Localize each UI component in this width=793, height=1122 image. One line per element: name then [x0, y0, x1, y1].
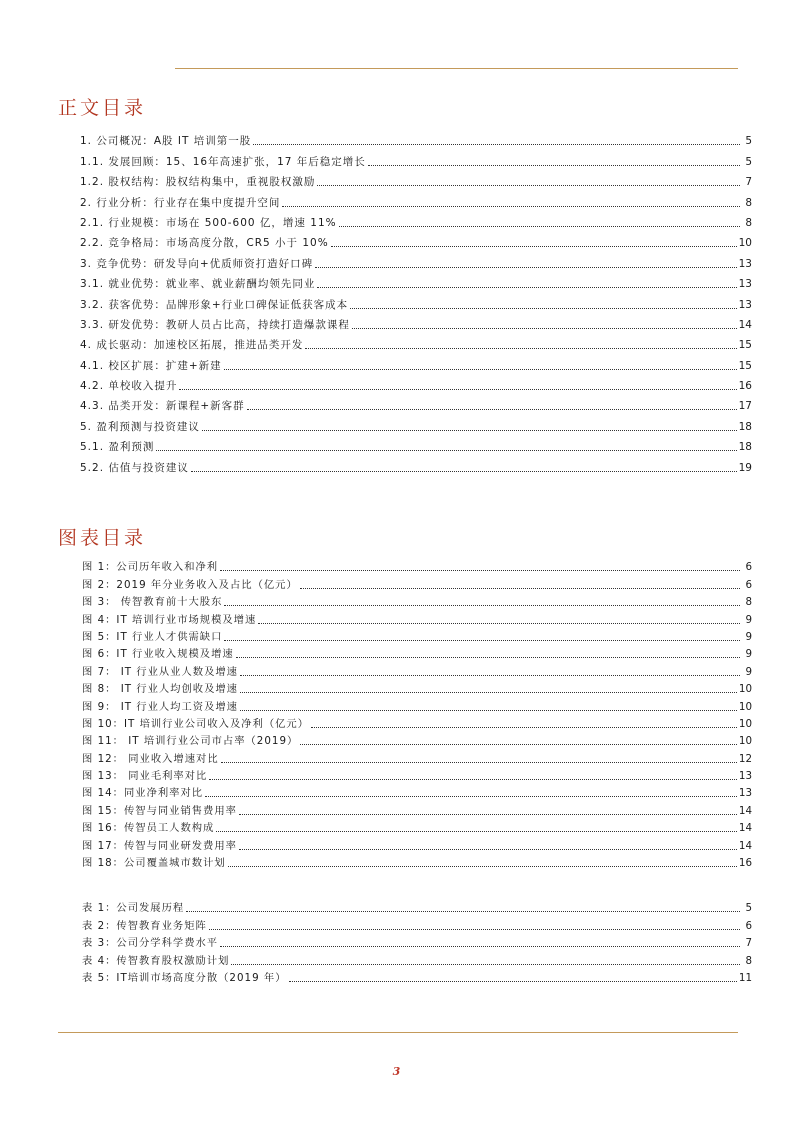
toc-entry-page: 16 — [738, 380, 752, 393]
dot-leader — [191, 471, 737, 472]
toc-entry-label: 1.1. 发展回顾：15、16年高速扩张，17 年后稳定增长 — [80, 155, 366, 168]
dot-leader — [253, 144, 740, 145]
toc-entry[interactable] — [80, 434, 752, 454]
toc-entry-label: 5.1. 盈利预测 — [80, 441, 155, 454]
table-entry-label: 表 4：传智教育股权激励计划 — [82, 954, 230, 967]
figure-entry-label: 图 15：传智与同业销售费用率 — [82, 804, 237, 817]
dot-leader — [317, 287, 736, 288]
figure-entry[interactable] — [82, 783, 752, 800]
toc-entry[interactable] — [80, 413, 752, 433]
figure-entry[interactable] — [82, 574, 752, 591]
dot-leader — [221, 762, 737, 763]
toc-entry-label: 3. 竞争优势：研发导向+优质师资打造好口碑 — [80, 257, 314, 270]
dot-leader — [368, 165, 740, 166]
dot-leader — [209, 929, 740, 930]
toc-entry-page: 10 — [738, 237, 752, 250]
figure-entry[interactable] — [82, 748, 752, 765]
figure-entry[interactable] — [82, 696, 752, 713]
table-entry-label: 表 2：传智教育业务矩阵 — [82, 919, 207, 932]
toc-entry[interactable] — [80, 352, 752, 372]
table-entry-page: 8 — [745, 954, 752, 967]
table-entry-label: 表 3：公司分学科学费水平 — [82, 937, 219, 950]
toc-entry-page: 5 — [745, 155, 752, 168]
toc-entry-label: 2. 行业分析：行业存在集中度提升空间 — [80, 196, 281, 209]
dot-leader — [179, 389, 736, 390]
dot-leader — [339, 226, 740, 227]
table-entry[interactable] — [82, 968, 752, 985]
dot-leader — [300, 744, 737, 745]
page-number: 3 — [392, 1065, 401, 1078]
toc-entry[interactable] — [80, 291, 752, 311]
figure-entry-page: 10 — [738, 700, 752, 713]
figure-entry-page: 9 — [745, 630, 752, 643]
dot-leader — [315, 267, 736, 268]
figure-entry-page: 14 — [738, 822, 752, 835]
toc-entry-page: 15 — [738, 339, 752, 352]
figure-entry-page: 6 — [745, 561, 752, 574]
dot-leader — [240, 692, 737, 693]
table-entry-page: 6 — [745, 919, 752, 932]
table-entry[interactable] — [82, 915, 752, 932]
toc-entry[interactable] — [80, 271, 752, 291]
dot-leader — [224, 605, 740, 606]
figure-entry-label: 图 5：IT 行业人才供需缺口 — [82, 630, 223, 643]
toc-entry-page: 19 — [738, 461, 752, 474]
figure-entry-label: 图 1：公司历年收入和净利 — [82, 561, 219, 574]
toc-entry-page: 8 — [745, 196, 752, 209]
dot-leader — [224, 640, 740, 641]
figure-entry-page: 13 — [738, 770, 752, 783]
dot-leader — [247, 409, 737, 410]
figure-entry-label: 图 13： 同业毛利率对比 — [82, 770, 208, 783]
figure-entry-label: 图 16：传智员工人数构成 — [82, 822, 215, 835]
toc-entry-page: 13 — [738, 278, 752, 291]
figure-entry-label: 图 2：2019 年分业务收入及占比（亿元） — [82, 578, 298, 591]
table-entry-page: 11 — [738, 971, 752, 984]
figure-entry-label: 图 17：传智与同业研发费用率 — [82, 839, 237, 852]
main-toc-list — [80, 128, 752, 475]
figure-entry[interactable] — [82, 644, 752, 661]
toc-entry-label: 2.1. 行业规模：市场在 500-600 亿，增速 11% — [80, 216, 337, 229]
toc-entry[interactable] — [80, 169, 752, 189]
header-rule — [175, 68, 738, 69]
dot-leader — [317, 185, 740, 186]
toc-entry-page: 15 — [738, 359, 752, 372]
table-entry-page: 7 — [745, 937, 752, 950]
toc-entry[interactable] — [80, 312, 752, 332]
dot-leader — [352, 328, 737, 329]
main-toc-heading: 正文目录 — [58, 97, 147, 119]
toc-entry-label: 4.1. 校区扩展：扩建+新建 — [80, 359, 222, 372]
dot-leader — [300, 588, 740, 589]
figure-entry[interactable] — [82, 609, 752, 626]
dot-leader — [220, 946, 740, 947]
figure-entry[interactable] — [82, 679, 752, 696]
dot-leader — [282, 206, 740, 207]
figure-entry[interactable] — [82, 627, 752, 644]
figure-entry-page: 12 — [738, 752, 752, 765]
figure-entry-page: 10 — [738, 717, 752, 730]
toc-entry[interactable] — [80, 230, 752, 250]
figure-entry[interactable] — [82, 853, 752, 870]
figure-entry-label: 图 14：同业净利率对比 — [82, 787, 204, 800]
table-entry-label: 表 5：IT培训市场高度分散（2019 年） — [82, 971, 287, 984]
toc-entry-label: 1. 公司概况：A股 IT 培训第一股 — [80, 135, 252, 148]
figure-entry-label: 图 12： 同业收入增速对比 — [82, 752, 219, 765]
figure-entry-page: 14 — [738, 804, 752, 817]
toc-entry-page: 13 — [738, 257, 752, 270]
dot-leader — [240, 710, 737, 711]
figure-toc-heading: 图表目录 — [58, 527, 147, 549]
table-entry[interactable] — [82, 950, 752, 967]
toc-entry[interactable] — [80, 393, 752, 413]
toc-entry-label: 5. 盈利预测与投资建议 — [80, 420, 200, 433]
toc-entry-label: 5.2. 估值与投资建议 — [80, 461, 189, 474]
figure-entry[interactable] — [82, 661, 752, 678]
toc-entry-page: 18 — [738, 441, 752, 454]
toc-entry[interactable] — [80, 148, 752, 168]
figure-entry[interactable] — [82, 766, 752, 783]
figure-entry-label: 图 3： 传智教育前十大股东 — [82, 596, 223, 609]
figure-entry-page: 13 — [738, 787, 752, 800]
figure-entry-label: 图 4：IT 培训行业市场规模及增速 — [82, 613, 257, 626]
figure-entry[interactable] — [82, 714, 752, 731]
figure-entry-label: 图 8： IT 行业人均创收及增速 — [82, 683, 238, 696]
dot-leader — [209, 779, 737, 780]
figure-entry-page: 9 — [745, 648, 752, 661]
figure-entry-page: 9 — [745, 665, 752, 678]
figure-entry[interactable] — [82, 592, 752, 609]
table-entry-label: 表 1：公司发展历程 — [82, 902, 185, 915]
dot-leader — [236, 657, 740, 658]
toc-entry-page: 14 — [738, 318, 752, 331]
toc-entry[interactable] — [80, 454, 752, 474]
figure-entry-label: 图 10：IT 培训行业公司收入及净利（亿元） — [82, 717, 310, 730]
table-list — [82, 898, 752, 985]
dot-leader — [205, 796, 737, 797]
figure-entry[interactable] — [82, 557, 752, 574]
toc-entry-label: 1.2. 股权结构：股权结构集中，重视股权激励 — [80, 176, 316, 189]
dot-leader — [156, 450, 736, 451]
dot-leader — [202, 430, 737, 431]
dot-leader — [350, 308, 736, 309]
figure-entry[interactable] — [82, 800, 752, 817]
figure-entry-label: 图 11： IT 培训行业公司市占率（2019） — [82, 735, 299, 748]
toc-entry-page: 8 — [745, 216, 752, 229]
figure-entry-label: 图 18：公司覆盖城市数计划 — [82, 857, 226, 870]
dot-leader — [305, 348, 736, 349]
figure-entry-page: 10 — [738, 683, 752, 696]
toc-entry[interactable] — [80, 189, 752, 209]
figure-list — [82, 557, 752, 870]
figure-entry[interactable] — [82, 731, 752, 748]
table-entry[interactable] — [82, 898, 752, 915]
figure-entry-page: 10 — [738, 735, 752, 748]
figure-entry[interactable] — [82, 835, 752, 852]
dot-leader — [224, 369, 737, 370]
toc-entry-label: 4. 成长驱动：加速校区拓展，推进品类开发 — [80, 339, 304, 352]
toc-entry-page: 5 — [745, 135, 752, 148]
dot-leader — [311, 727, 737, 728]
toc-entry-page: 7 — [745, 176, 752, 189]
figure-entry-page: 16 — [738, 857, 752, 870]
toc-entry[interactable] — [80, 128, 752, 148]
toc-entry-label: 2.2. 竞争格局：市场高度分散，CR5 小于 10% — [80, 237, 329, 250]
toc-entry-label: 4.2. 单校收入提升 — [80, 380, 178, 393]
figure-entry-page: 6 — [745, 578, 752, 591]
figure-entry-page: 8 — [745, 596, 752, 609]
dot-leader — [258, 623, 740, 624]
toc-entry[interactable] — [80, 210, 752, 230]
dot-leader — [186, 911, 740, 912]
toc-entry-label: 4.3. 品类开发：新课程+新客群 — [80, 400, 245, 413]
figure-entry-label: 图 6：IT 行业收入规模及增速 — [82, 648, 234, 661]
figure-entry-page: 14 — [738, 839, 752, 852]
toc-entry-label: 3.3. 研发优势：教研人员占比高，持续打造爆款课程 — [80, 318, 350, 331]
toc-entry[interactable] — [80, 250, 752, 270]
toc-entry-label: 3.1. 就业优势：就业率、就业薪酬均领先同业 — [80, 278, 316, 291]
dot-leader — [239, 814, 737, 815]
dot-leader — [331, 246, 737, 247]
footer-rule — [58, 1032, 738, 1033]
table-entry[interactable] — [82, 933, 752, 950]
dot-leader — [289, 981, 737, 982]
dot-leader — [231, 964, 740, 965]
dot-leader — [240, 675, 740, 676]
toc-entry-page: 13 — [738, 298, 752, 311]
toc-entry-page: 18 — [738, 420, 752, 433]
toc-entry-label: 3.2. 获客优势：品牌形象+行业口碑保证低获客成本 — [80, 298, 349, 311]
toc-entry-page: 17 — [738, 400, 752, 413]
dot-leader — [220, 570, 740, 571]
table-entry-page: 5 — [745, 902, 752, 915]
toc-entry[interactable] — [80, 332, 752, 352]
figure-entry-page: 9 — [745, 613, 752, 626]
dot-leader — [228, 866, 737, 867]
toc-entry[interactable] — [80, 373, 752, 393]
figure-entry-label: 图 7： IT 行业从业人数及增速 — [82, 665, 238, 678]
dot-leader — [216, 831, 737, 832]
figure-entry-label: 图 9： IT 行业人均工资及增速 — [82, 700, 238, 713]
dot-leader — [239, 849, 737, 850]
figure-entry[interactable] — [82, 818, 752, 835]
